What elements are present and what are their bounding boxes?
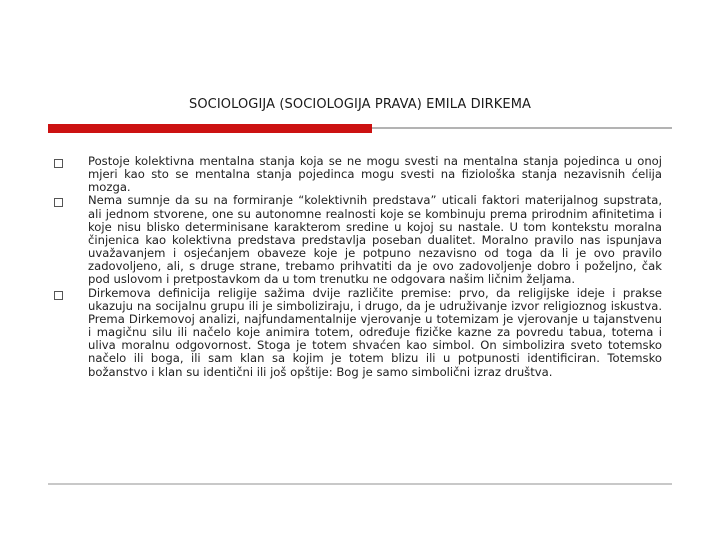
bullet-text: Dirkemova definicija religije sažima dvije različite premise: prvo, da religijske ideje i prakse ukazuju na socijalnu grupu ili je simboliziraju, i drugo, da je udruživanje izvor religioznog iskustva. Prema Dirkemovoj analizi, najfundamentalnije vjerovanje u totemizam je vjerovanje u tajanstvenu i magičnu silu ili načelo koje animira totem, određuje fizičke kazne za povredu tabua, totema i uliva moralnu odgovornost. Stoga je totem shvaćen kao simbol. On simbolizira sveto totemsko načelo ili boga, ili sam klan sa kojim je totem blizu ili u potpunosti identificiran. Totemsko božanstvo i klan su identični ili još opštije: Bog je samo simbolični izraz društva. bbox=[88, 285, 662, 379]
square-outline-bullet-icon bbox=[54, 291, 63, 300]
bullet-text: Nema sumnje da su na formiranje “kolektivnih predstava” uticali faktori materijalnog supstrata, ali jednom stvorene, one su autonomne realnosti koje se kombinuju prema prirodnim afinitetima i koje nisu blisko determinisane karakterom sredine u kojoj su nastale. U tom kontekstu moralna činjenica kao kolektivna predstava predstavlja poseban dualitet. Moralno pravilo nas ispunjava uvažavanjem i osjećanjem obaveze koje je potpuno nezavisno od toga da li je ovo pravilo zadovoljeno, ali, s druge strane, trebamo prihvatiti da je ovo zadovoljenje dobro i poželjno, čak pod uslovom i pretpostavkom da u tom trenutku ne odgovara našim ličnim željama. bbox=[88, 193, 662, 287]
footer-divider bbox=[48, 483, 672, 485]
bullet-item bbox=[52, 155, 662, 194]
square-outline-bullet-icon bbox=[54, 198, 63, 207]
title-accent-bar bbox=[48, 124, 372, 133]
bullet-item bbox=[52, 287, 662, 379]
slide-title: SOCIOLOGIJA (SOCIOLOGIJA PRAVA) EMILA DIRKEMA bbox=[188, 97, 532, 112]
title-underline bbox=[372, 127, 672, 129]
bullet-list bbox=[52, 155, 662, 379]
bullet-item bbox=[52, 194, 662, 286]
square-outline-bullet-icon bbox=[54, 159, 63, 168]
bullet-text: Postoje kolektivna mentalna stanja koja se ne mogu svesti na mentalna stanja pojedinca u onoj mjeri kao sto se mentalna stanja pojedinca mogu svesti na fiziološka stanja nezavisnih ćelija mozga. bbox=[88, 154, 662, 195]
